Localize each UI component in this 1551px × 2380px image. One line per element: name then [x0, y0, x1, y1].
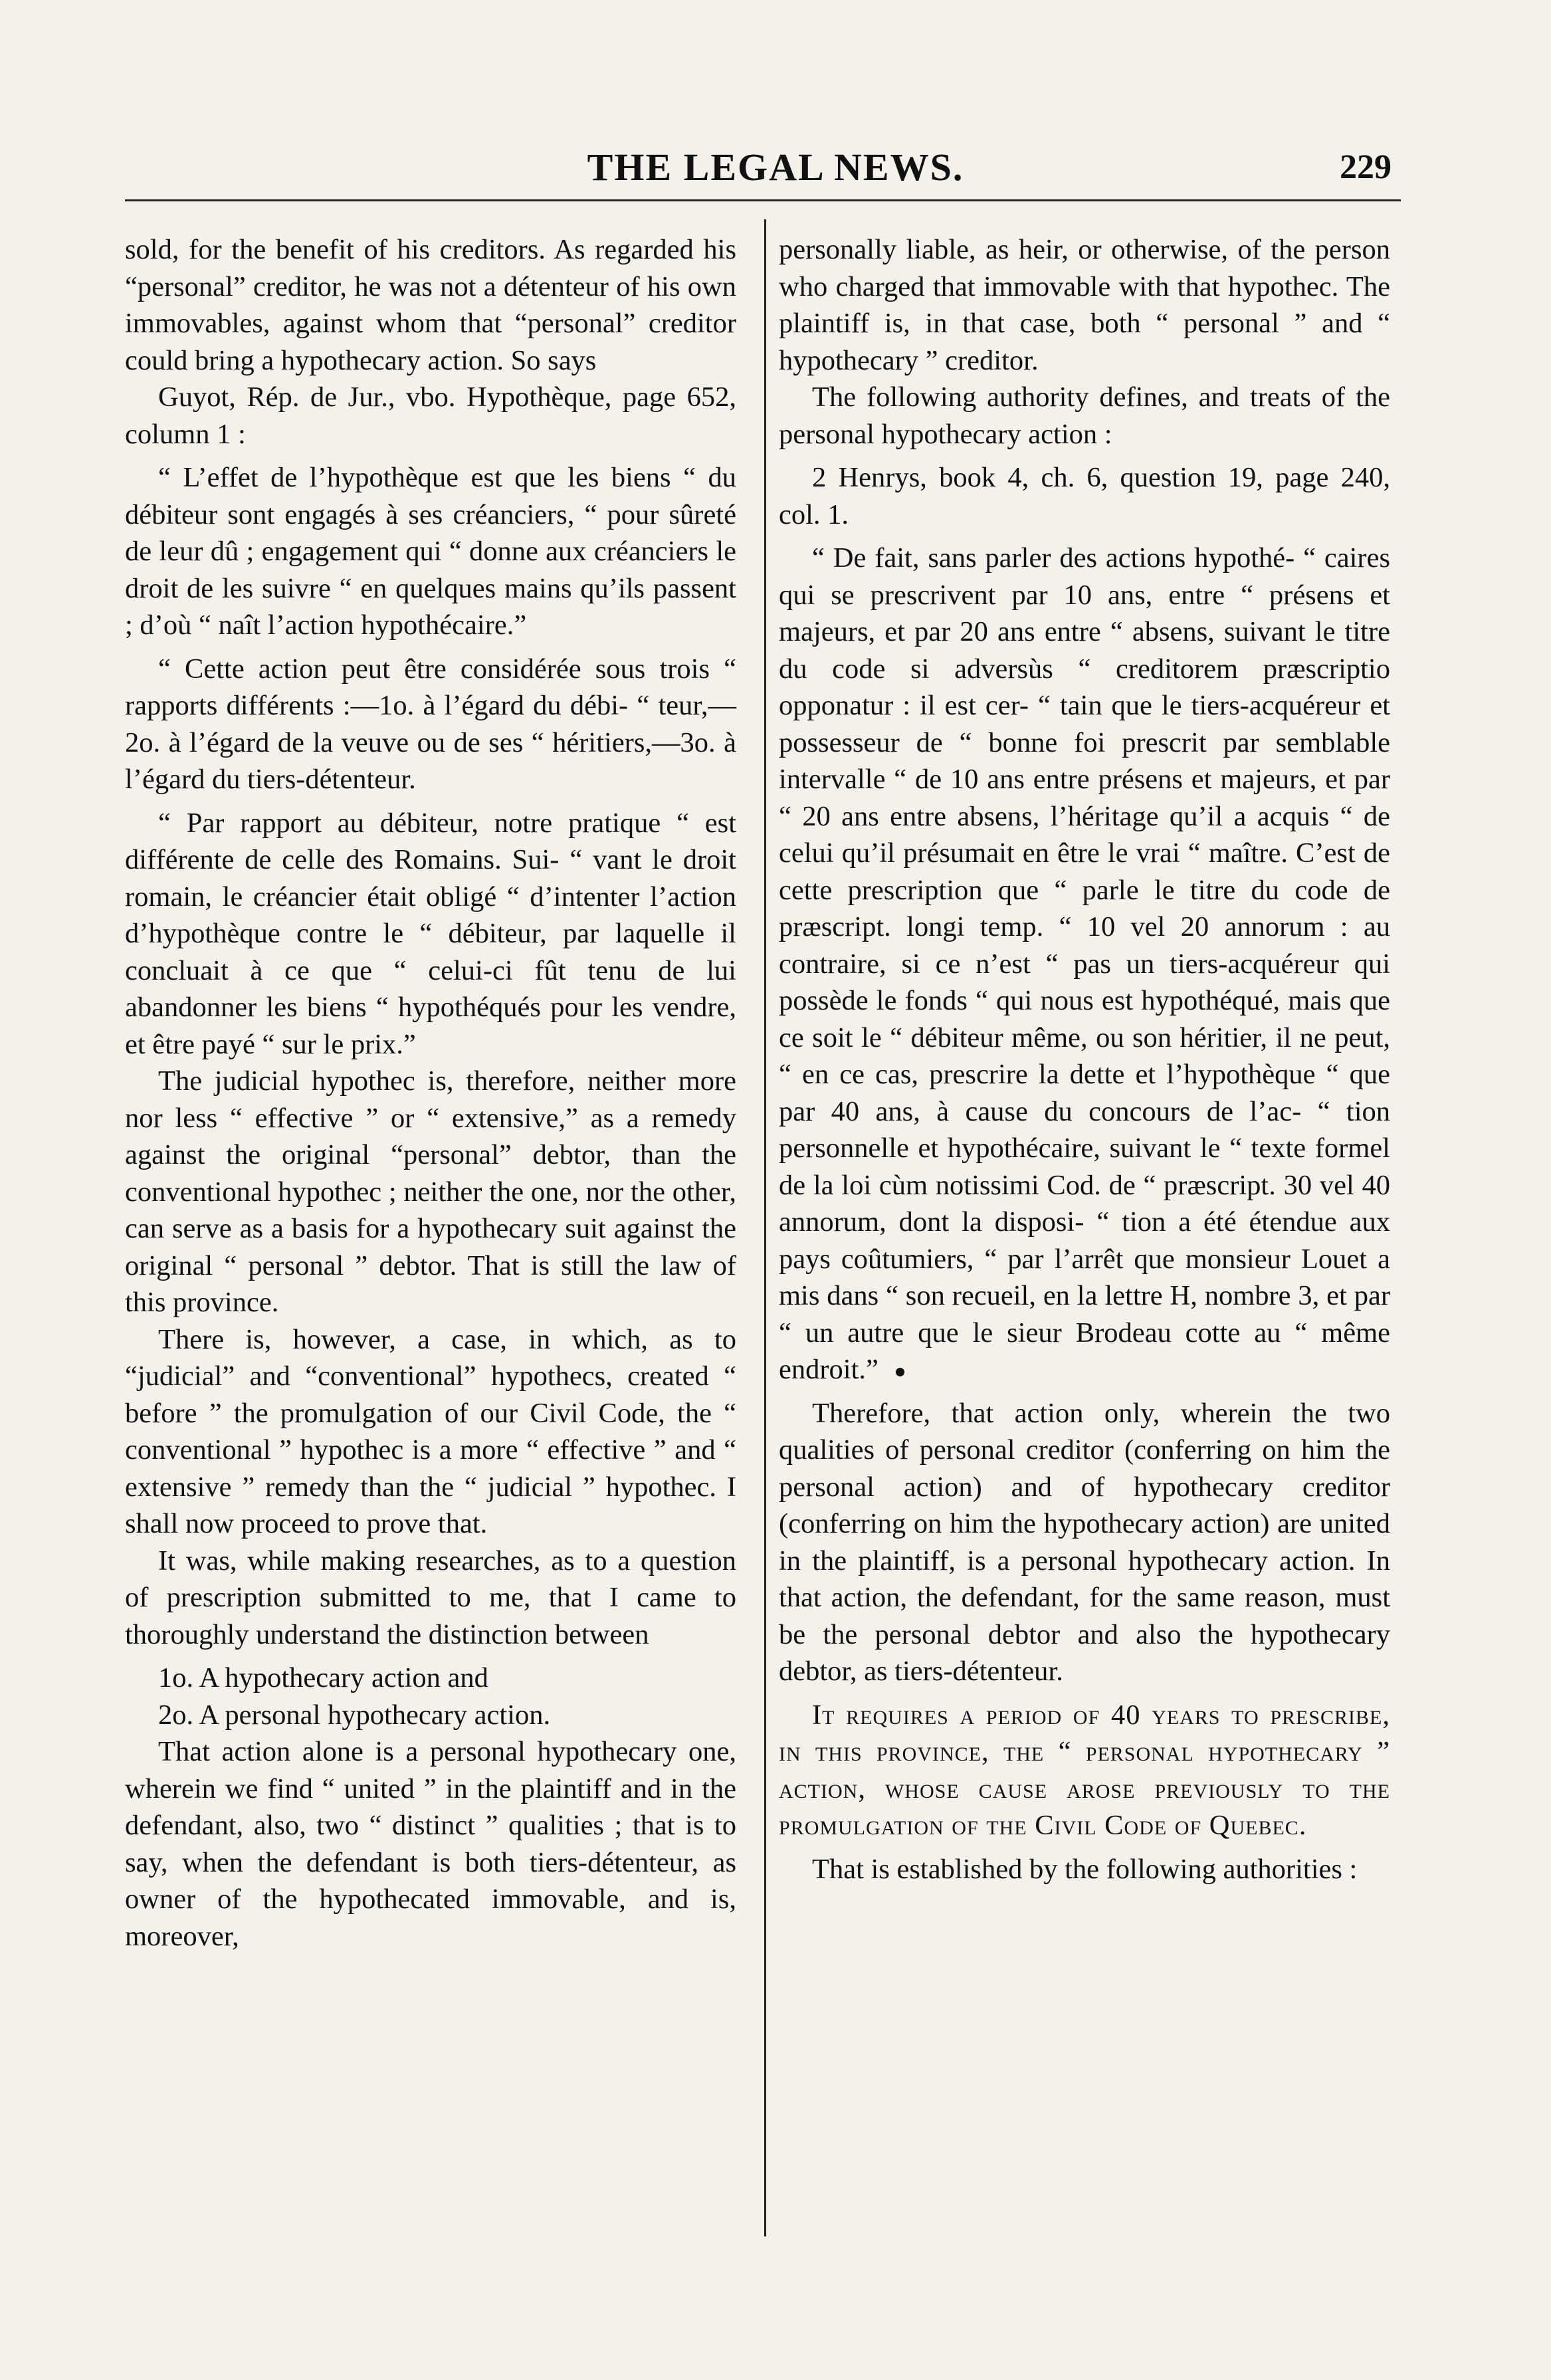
right-paragraph: personally liable, as heir, or otherwise, of the person who charged that immovable with that hypothec. The plaintiff is, in that case, both “ personal ” and “ hypothecary ” creditor.: [779, 234, 1390, 376]
right-column: [779, 231, 1390, 1888]
left-paragraph: It was, while making researches, as to a question of prescription submitted to me, that I came to thoroughly understand the distinction between: [125, 1545, 736, 1650]
column-divider: [764, 219, 766, 2236]
left-paragraph: The judicial hypothec is, therefore, neither more nor less “ effective ” or “ extensive,” as a remedy against the original “personal” debtor, than the conventional hypothec ; neither the one, nor the other, can serve as a basis for a hypothecary suit against the original “ personal ” debtor. That is still the law of this province.: [125, 1065, 736, 1318]
header-rule: [125, 199, 1401, 201]
left-quote: “ Cette action peut être considérée sous trois “ rapports différents :—1o. à l’égard du débi- “ teur,—2o. à l’égard de la veuve ou de ses “ héritiers,—3o. à l’égard du tiers-détenteur.: [125, 653, 736, 795]
left-paragraph: That action alone is a personal hypothecary one, wherein we find “ united ” in the plaintiff and in the defendant, also, two “ distinct ” qualities ; that is to say, when the defendant is both tiers-détenteur, as owner of the hypothecated immovable, and is, moreover,: [125, 1736, 736, 1952]
left-paragraph: sold, for the benefit of his creditors. As regarded his “personal” creditor, he was not a détenteur of his own immovables, against whom that “personal” creditor could bring a hypothecary action. So says: [125, 234, 736, 376]
right-citation-henrys: 2 Henrys, book 4, ch. 6, question 19, page 240, col. 1.: [779, 462, 1390, 530]
right-quote-text: “ De fait, sans parler des actions hypothé- “ caires qui se prescrivent par 10 ans, entre “ présens et majeurs, et par 20 ans entre “ absens, suivant le titre du code si adversùs “ creditorem præscriptio opponatur : il est cer- “ tain que le tiers-acquéreur et possesseur de “ bonne foi prescrit par semblable intervalle “ de 10 ans entre présens et majeurs, et par “ 20 ans entre absens, l’héritage qu’il a acquis “ de celui qu’il présumait en être le vrai “ maître. C’est de cette prescription que “ parle le titre du code de præscript. longi temp. “ 10 vel 20 annorum : au contraire, si ce n’est “ pas un tiers-acquéreur qui possède le fonds “ qui nous est hypothéqué, mais que ce soit le “ débiteur même, ou son héritier, il ne peut, “ en ce cas, prescrire la dette et l’hypothèque “ que par 40 ans, à cause du concours de l’ac- “ tion personnelle et hypothécaire, suivant le “ texte formel de la loi cùm notissimi Cod. de “ præscript. 30 vel 40 annorum, dont la disposi- “ tion a été étendue aux pays coûtumiers, “ par l’arrêt que monsieur Louet a mis dans “ son recueil, en la lettre H, nombre 3, et par “ un autre que le sieur Brodeau cotte au “ même endroit.”: [779, 542, 1390, 1385]
left-citation-guyot: Guyot, Rép. de Jur., vbo. Hypothèque, page 652, column 1 :: [125, 381, 736, 450]
right-paragraph: That is established by the following authorities :: [812, 1853, 1358, 1885]
journal-title: THE LEGAL NEWS.: [587, 146, 964, 189]
left-quote: “ Par rapport au débiteur, notre pratique “ est différente de celle des Romains. Sui- “ vant le droit romain, le créancier était obligé “ d’intenter l’action d’hypothèque contre le “ débiteur, par laquelle il concluait à ce que “ celui-ci fût tenu de lui abandonner les biens “ hypothéqués pour les vendre, et être payé “ sur le prix.”: [125, 807, 736, 1060]
section-heading: It requires a period of 40 years to prescribe, in this province, the “ personal hypothecary ” action, whose cause arose previously to the promulgation of the Civil Code of Quebec.: [779, 1699, 1390, 1841]
bullet-mark: [896, 1368, 904, 1376]
left-column: [125, 231, 736, 1955]
left-paragraph: There is, however, a case, in which, as to “judicial” and “conventional” hypothecs, created “ before ” the promulgation of our Civil Code, the “ conventional ” hypothec is a more “ effective ” and “ extensive ” remedy than the “ judicial ” hypothec. I shall now proceed to prove that.: [125, 1323, 736, 1539]
right-quote: [779, 540, 1390, 1388]
page-number: 229: [1340, 148, 1392, 186]
running-head: [0, 145, 1551, 191]
left-list-item: 1o. A hypothecary action and: [158, 1662, 488, 1693]
left-quote: “ L’effet de l’hypothèque est que les biens “ du débiteur sont engagés à ses créanciers, “ pour sûreté de leur dû ; engagement qui “ donne aux créanciers le droit de les suivre “ en quelques mains qu’ils passent ; d’où “ naît l’action hypothécaire.”: [125, 462, 736, 641]
right-paragraph: The following authority defines, and treats of the personal hypothecary action :: [779, 381, 1390, 450]
left-list-item: 2o. A personal hypothecary action.: [158, 1699, 551, 1731]
right-paragraph: Therefore, that action only, wherein the two qualities of personal creditor (conferring on him the personal action) and of hypothecary creditor (conferring on him the hypothecary action) are united in the plaintiff, is a personal hypothecary action. In that action, the defendant, for the same reason, must be the personal debtor and also the hypothecary debtor, as tiers-détenteur.: [779, 1397, 1390, 1687]
